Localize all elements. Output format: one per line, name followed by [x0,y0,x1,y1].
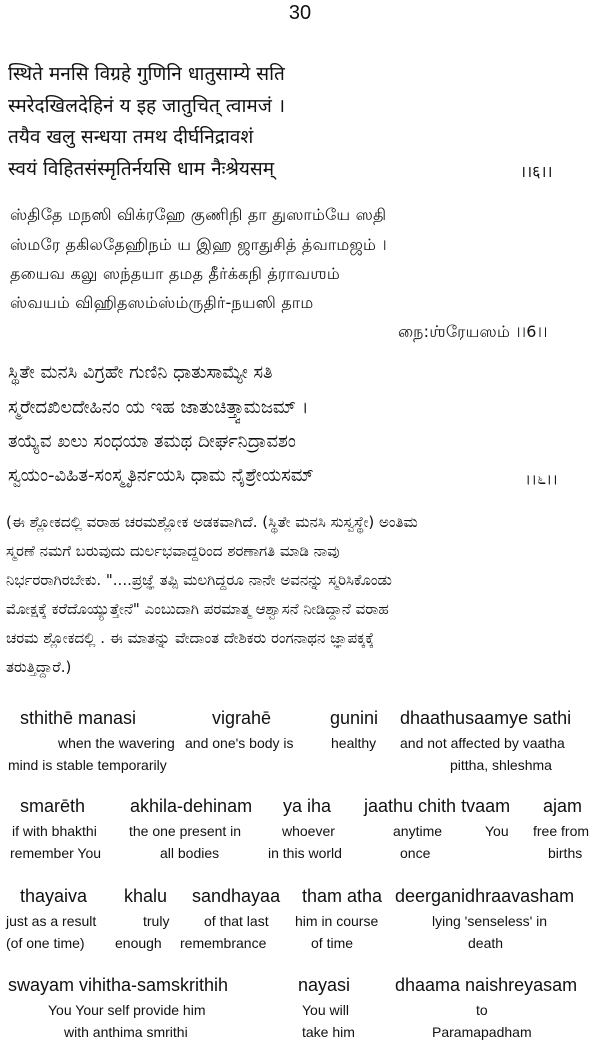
gloss-meaning: whoever [282,823,335,839]
gloss-meaning: to [476,1002,488,1018]
note-line-2: ಸ್ಮರಣೆ ನಮಗೆ ಬರುವುದು ದುರ್ಲಭವಾದ್ದರಿಂದ ಶರಣಾಗತಿ ಮಾಡಿ ನಾವು [6,542,340,560]
gloss-meaning: when the wavering [58,735,175,751]
note-line-4: ಮೋಕ್ಷಕ್ಕೆ ಕರೆದೊಯ್ಯುತ್ತೇನೆ" ಎಂಬುದಾಗಿ ಪರಮಾತ್ಮ ಆಶ್ವಾಸನೆ ನೀಡಿದ್ದಾನೆ ವರಾಹ [6,600,389,618]
gloss-meaning: pittha, shleshma [450,757,552,773]
gloss-meaning: once [400,845,431,861]
sanskrit-verse-number: ।।६।। [520,162,553,181]
gloss-meaning: You Your self provide him [48,1002,206,1018]
gloss-meaning: enough [115,935,162,951]
note-line-6: ತರುತ್ತಿದ್ದಾರೆ.) [6,658,72,676]
gloss-meaning: him in course [295,913,379,929]
note-line-3: ನಿರ್ಭರರಾಗಿರಬೇಕು. "....ಪ್ರಜ್ಞೆ ತಪ್ಪಿ ಮಲಗಿದ್ದರೂ ನಾನೇ ಅವನನ್ನು ಸ್ಮರಿಸಿಕೊಂಡು [6,571,392,589]
gloss-word: ajam [543,796,583,816]
gloss-word: khalu [124,886,168,906]
sanskrit-line-2: स्मरेदखिलदेहिनं य इह जातुचित् त्वामजं । [8,95,286,117]
kannada-line-2: ಸ್ಮರೇದಖಿಲದೇಹಿನಂ ಯ ಇಹ ಜಾತುಚಿತ್ತ್ವಾಮಜಮ್ । [8,397,309,418]
gloss-meaning: of time [311,935,354,951]
gloss-word: swayam vihitha-samskrithih [8,975,229,995]
tamil-line-3: தயைவ கலு ஸந்தயா தமத தீர்க்கநி த்ராவஶம் [10,264,340,283]
tamil-line-1: ஸ்திதே மநஸி விக்ரஹே குணிநி தா துஸாம்யே ஸதி [10,205,387,224]
gloss-meaning: You [485,823,509,839]
gloss-word: dhaama naishreyasam [395,975,578,995]
gloss-meaning: remembrance [180,935,267,951]
gloss-word: nayasi [298,975,351,995]
page-number: 30 [288,2,312,24]
gloss-meaning: take him [302,1024,355,1040]
kannada-line-4: ಸ್ವಯಂ-ವಿಹಿತ-ಸಂಸ್ಮೃತಿರ್ನಯಸಿ ಧಾಮ ನೈಶ್ರೇಯಸಮ್ [8,465,314,486]
gloss-word: tham atha [302,886,383,906]
gloss-word: jaathu chith tvaam [364,796,511,816]
gloss-meaning: if with bhakthi [12,823,97,839]
gloss-word: gunini [330,708,379,728]
sanskrit-line-4: स्वयं विहितसंस्मृतिर्नयसि धाम नैःश्रेयसम् [8,158,275,180]
note-line-5: ಚರಮ ಶ್ಲೋಕದಲ್ಲಿ . ಈ ಮಾತನ್ನು ವೇದಾಂತ ದೇಶಿಕರು ರಂಗನಾಥನ ಜ್ಞಾಪಕ್ಕಕ್ಕೆ [6,629,375,647]
sanskrit-line-3: तयैव खलु सन्धया तमथ दीर्घनिद्रावशं [8,126,254,148]
gloss-word: smarēth [20,796,86,816]
gloss-meaning: lying 'senseless' in [432,913,548,929]
kannada-line-3: ತಯ್ಯೆವ ಖಲು ಸಂಧಯಾ ತಮಥ ದೀರ್ಘನಿದ್ರಾವಶಂ [8,431,296,452]
gloss-meaning: just as a result [6,913,97,929]
note-line-1: (ಈ ಶ್ಲೋಕದಲ್ಲಿ ವರಾಹ ಚರಮಶ್ಲೋಕ ಅಡಕವಾಗಿದೆ. (ಸ್ಥಿತೇ ಮನಸಿ ಸುಸ್ವಸ್ಥೇ) ಅಂತಿಮ [6,513,418,531]
gloss-word: deerganidhraavasham [395,886,575,906]
gloss-meaning: births [548,845,583,861]
kannada-verse-number: ।।೬।। [525,469,559,488]
gloss-meaning: truly [143,913,170,929]
gloss-meaning: death [468,935,504,951]
tamil-last-line: நை:ஶ்ரேயஸம் ।।6।। [398,322,548,341]
gloss-meaning: free from [533,823,590,839]
tamil-line-2: ஸ்மரே தகிலதேஹிநம் ய இஹ ஜாதுசித் த்வாமஜம் । [10,235,387,254]
gloss-meaning: the one present in [129,823,242,839]
gloss-meaning: of that last [204,913,269,929]
gloss-word: sthithē manasi [20,708,137,728]
gloss-meaning: all bodies [160,845,220,861]
gloss-meaning: remember You [10,845,102,861]
gloss-meaning: (of one time) [6,935,85,951]
tamil-line-4: ஸ்வயம் விஹிதஸம்ஸ்ம்ருதிர்-நயஸி தாம [10,293,314,312]
gloss-word: sandhayaa [192,886,281,906]
sanskrit-line-1: स्थिते मनसि विग्रहे गुणिनि धातुसाम्ये सति [8,63,285,85]
gloss-meaning: mind is stable temporarily [8,757,167,773]
gloss-word: akhila-dehinam [130,796,253,816]
gloss-word: ya iha [283,796,332,816]
gloss-meaning: and one's body is [185,735,294,751]
kannada-line-1: ಸ್ಥಿತೇ ಮನಸಿ ವಿಗ್ರಹೇ ಗುಣಿನಿ ಧಾತುಸಾಮ್ಯೇ ಸತಿ [8,362,273,383]
gloss-meaning: You will [302,1002,349,1018]
gloss-meaning: in this world [268,845,342,861]
gloss-meaning: and not affected by vaatha [400,735,565,751]
gloss-meaning: with anthima smrithi [64,1024,188,1040]
gloss-word: dhaathusaamye sathi [400,708,572,728]
gloss-meaning: healthy [331,735,377,751]
gloss-word: vigrahē [212,708,272,728]
gloss-meaning: Paramapadham [432,1024,532,1040]
gloss-meaning: anytime [393,823,443,839]
gloss-word: thayaiva [20,886,88,906]
